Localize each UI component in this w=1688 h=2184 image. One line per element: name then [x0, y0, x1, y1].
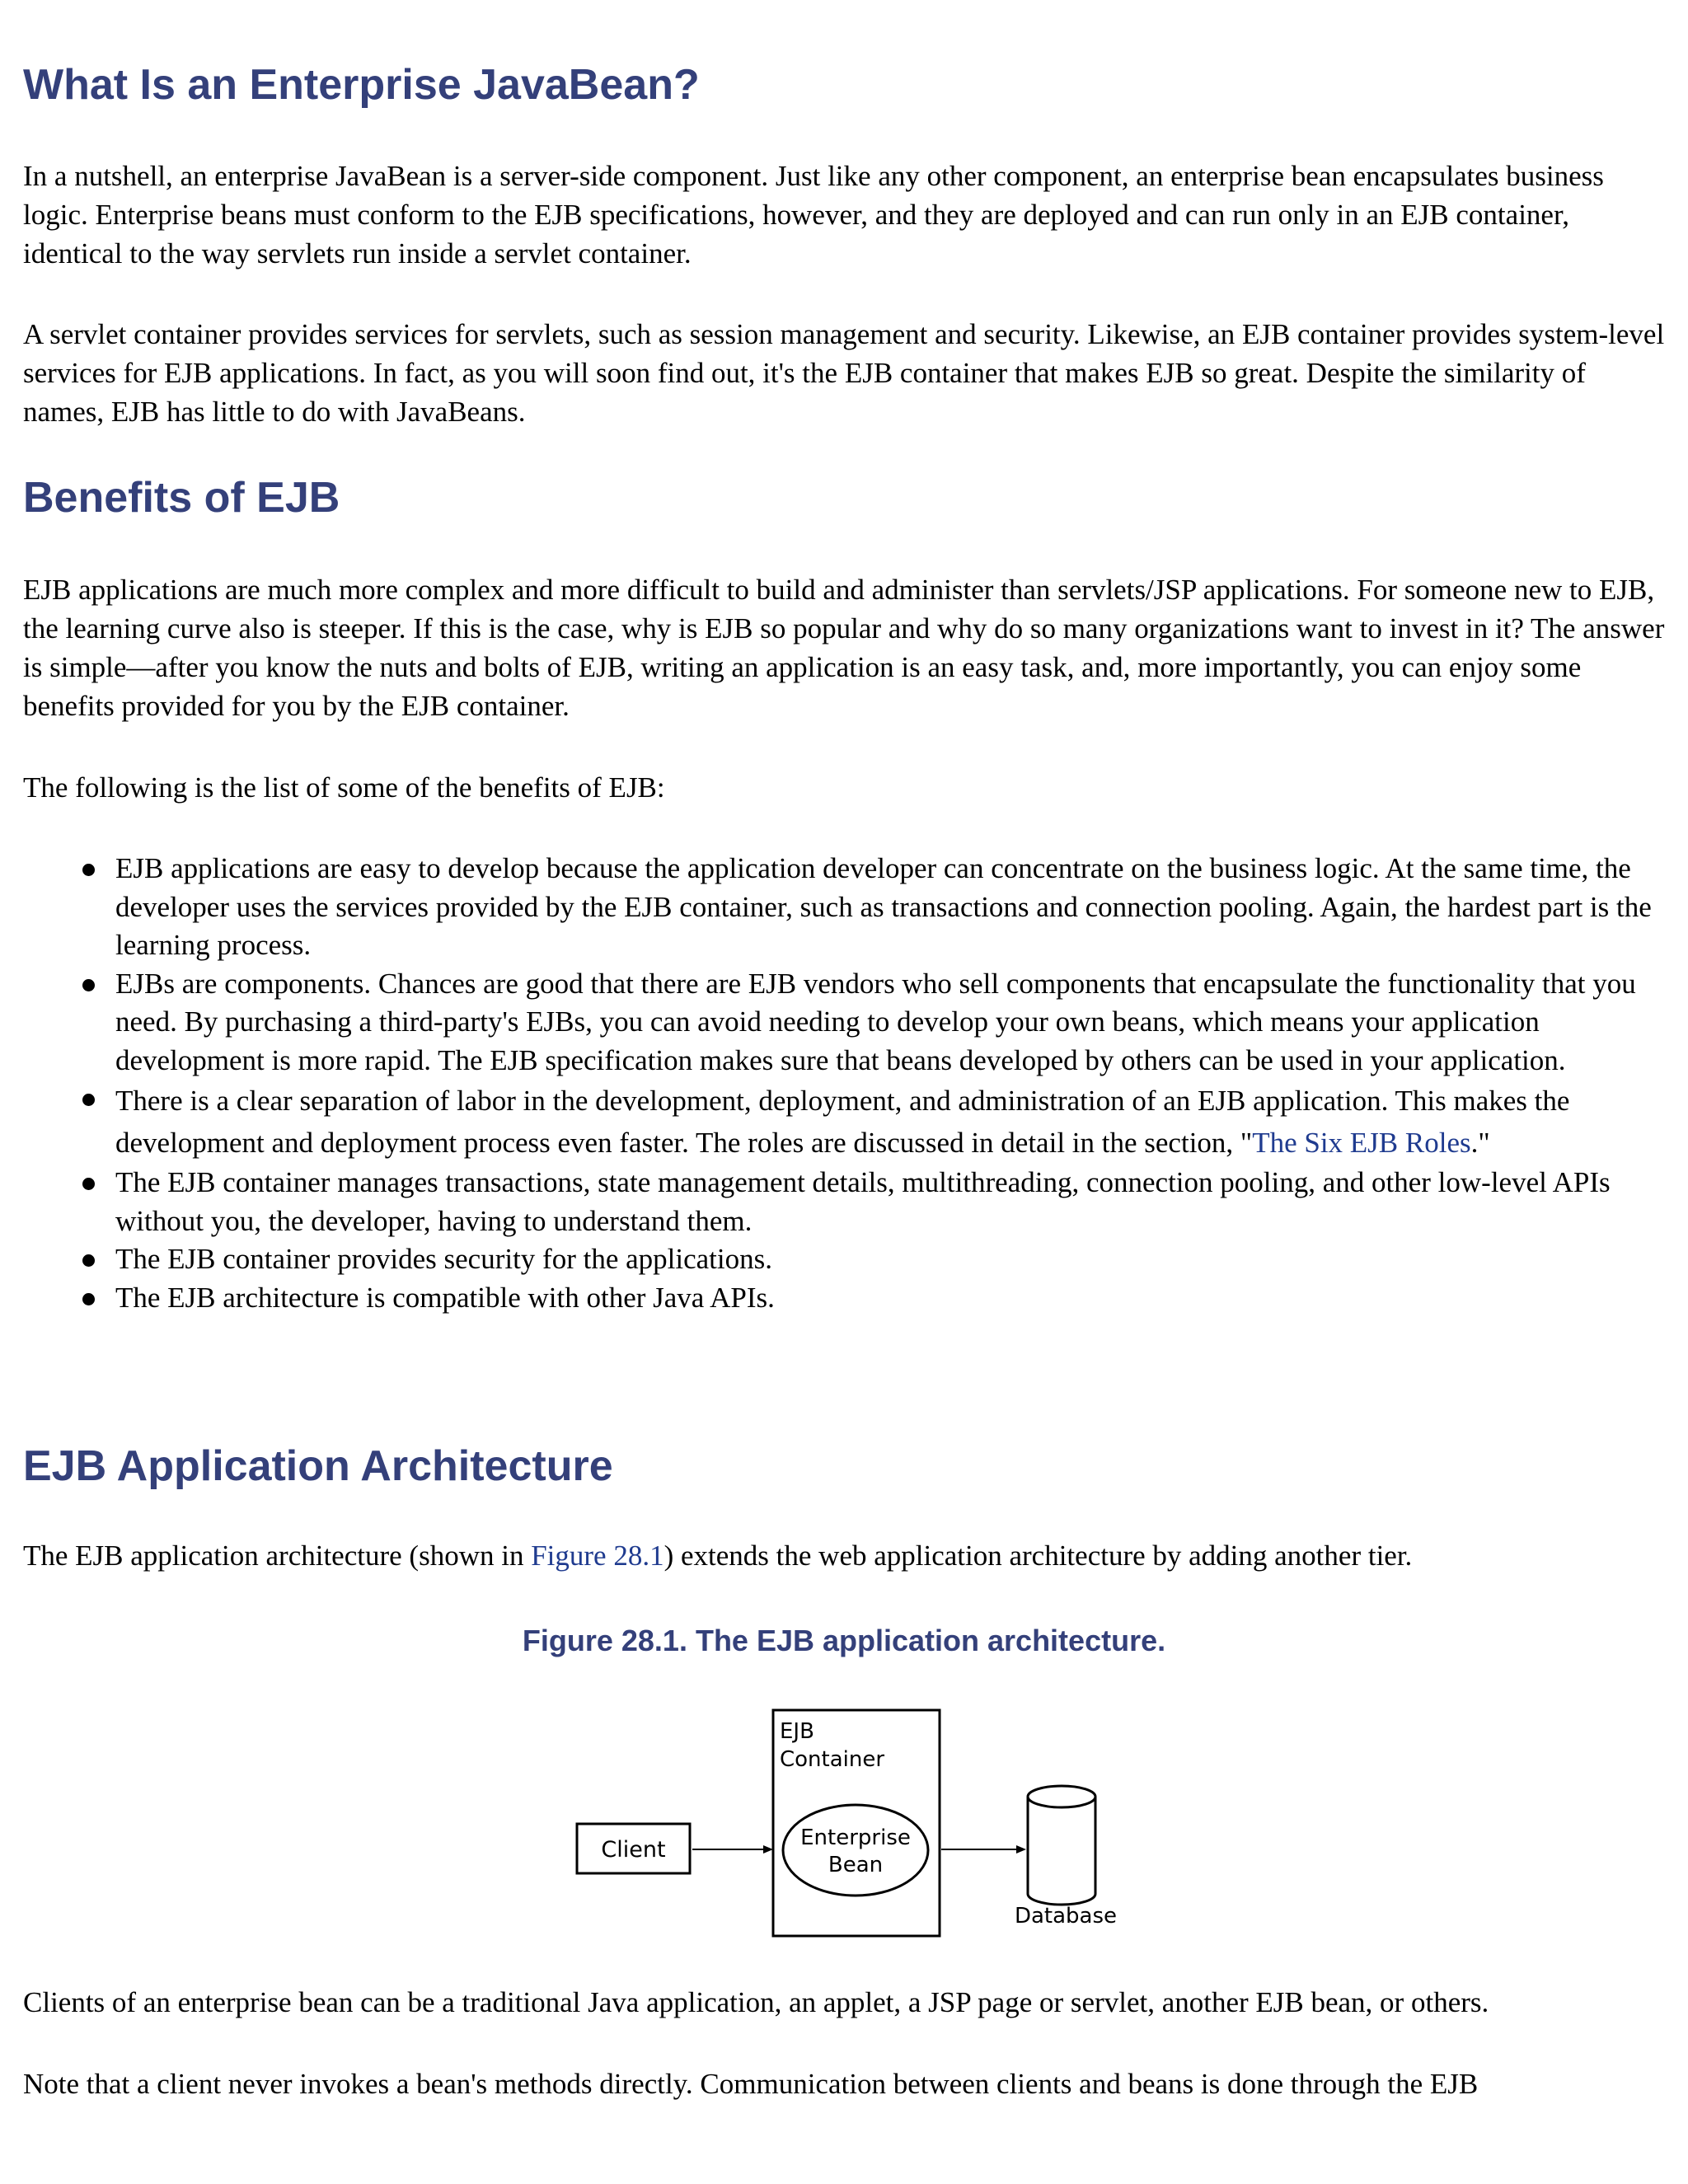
architecture-svg: [544, 1700, 1121, 1939]
section-heading-architecture: EJB Application Architecture: [23, 1442, 613, 1490]
paragraph-servlet-container: A servlet container provides services for servlets, such as session management and security. Likewise, an EJB container provides system-level services for EJB applications. In fact, as you will soon find out, it's the EJB container that makes EJB so great. Despite the similarity of names, EJB has little to do with JavaBeans.: [23, 318, 1665, 428]
list-item: [23, 850, 1667, 965]
container-label-line2: Container: [780, 1747, 885, 1772]
list-item: [23, 965, 1667, 1080]
database-icon: [1028, 1786, 1095, 1905]
paragraph-benefits-intro: EJB applications are much more complex and more difficult to build and administer than servlets/JSP applications. For someone new to EJB, the learning curve also is steeper. If this is the case, why is EJB so popular and why do so many organizations want to invest in it? The answer is simple—after you know the nuts and bolts of EJB, writing an application is an easy task, and, more importantly, you can enjoy some benefits provided for you by the EJB container.: [23, 574, 1665, 722]
figure-caption: Figure 28.1. The EJB application architecture.: [522, 1624, 1166, 1657]
database-label: Database: [1014, 1904, 1118, 1929]
bullet-icon: [82, 1293, 95, 1305]
intro-text: The EJB application architecture (shown in: [23, 1540, 532, 1572]
six-ejb-roles-link[interactable]: The Six EJB Roles: [1252, 1127, 1471, 1159]
bullet-icon: [82, 1254, 95, 1267]
list-item-text: EJBs are components. Chances are good that there are EJB vendors who sell components that encapsulate the functionality that you need. By purchasing a third-party's EJBs, you can avoid needing to develop your own beans, which means your application development is more rapid. The EJB specification makes sure that beans developed by others can be used in your application.: [115, 967, 1636, 1076]
list-item-text: There is a clear separation of labor in the development, deployment, and administration of an EJB application. This makes the development and deployment process even faster. The roles are discussed in detail in the section, ": [115, 1085, 1570, 1159]
bullet-icon: [82, 1178, 95, 1190]
intro-text-tail: ) extends the web application architecture by adding another tier.: [663, 1540, 1413, 1572]
list-item-text: The EJB container manages transactions, state management details, multithreading, connection pooling, and other low-level APIs without you, the developer, having to understand them.: [115, 1166, 1611, 1237]
list-item: [23, 1240, 1667, 1279]
list-item-text: The EJB architecture is compatible with other Java APIs.: [115, 1281, 775, 1314]
paragraph-clients: Clients of an enterprise bean can be a traditional Java application, an applet, a JSP page or servlet, another EJB bean, or others.: [23, 1986, 1489, 2018]
benefits-list: [23, 850, 1667, 1317]
ejb-architecture-diagram: [544, 1700, 1121, 1939]
container-label-line1: EJB: [780, 1719, 814, 1744]
arrowhead-icon: [763, 1845, 773, 1854]
bullet-icon: [82, 864, 95, 876]
paragraph-client-communication: Note that a client never invokes a bean's methods directly. Communication between clients and beans is done through the EJB: [23, 2068, 1479, 2100]
enterprise-bean-ellipse: [783, 1805, 928, 1896]
list-item-text: EJB applications are easy to develop because the application developer can concentrate on the business logic. At the same time, the developer uses the services provided by the EJB container, such as transactions and connection pooling. Again, the hardest part is the learning process.: [115, 852, 1652, 961]
figure-28-1-link[interactable]: Figure 28.1: [531, 1540, 664, 1572]
list-item: [23, 1279, 1667, 1318]
section-heading-benefits: Benefits of EJB: [23, 474, 340, 522]
list-item-text-tail: .": [1470, 1127, 1490, 1159]
arrowhead-icon: [1016, 1845, 1026, 1854]
paragraph-benefits-list-intro: The following is the list of some of the benefits of EJB:: [23, 771, 665, 804]
bullet-icon: [82, 979, 95, 991]
section-heading-what-is-ejb: What Is an Enterprise JavaBean?: [23, 61, 700, 109]
list-item: [23, 1164, 1667, 1240]
bullet-icon: [82, 1094, 95, 1106]
paragraph-ejb-definition: In a nutshell, an enterprise JavaBean is a server-side component. Just like any other component, an enterprise bean encapsulates business logic. Enterprise beans must conform to the EJB specifications, however, and they are deployed and can run only in an EJB container, identical to the way servlets run inside a servlet container.: [23, 160, 1604, 269]
bean-label-line1: Enterprise: [800, 1825, 911, 1850]
list-item: [23, 1080, 1667, 1164]
paragraph-architecture-intro: [23, 1536, 1667, 1575]
list-item-text: The EJB container provides security for the applications.: [115, 1243, 772, 1275]
client-label: Client: [601, 1837, 666, 1863]
bean-label-line2: Bean: [828, 1853, 884, 1877]
